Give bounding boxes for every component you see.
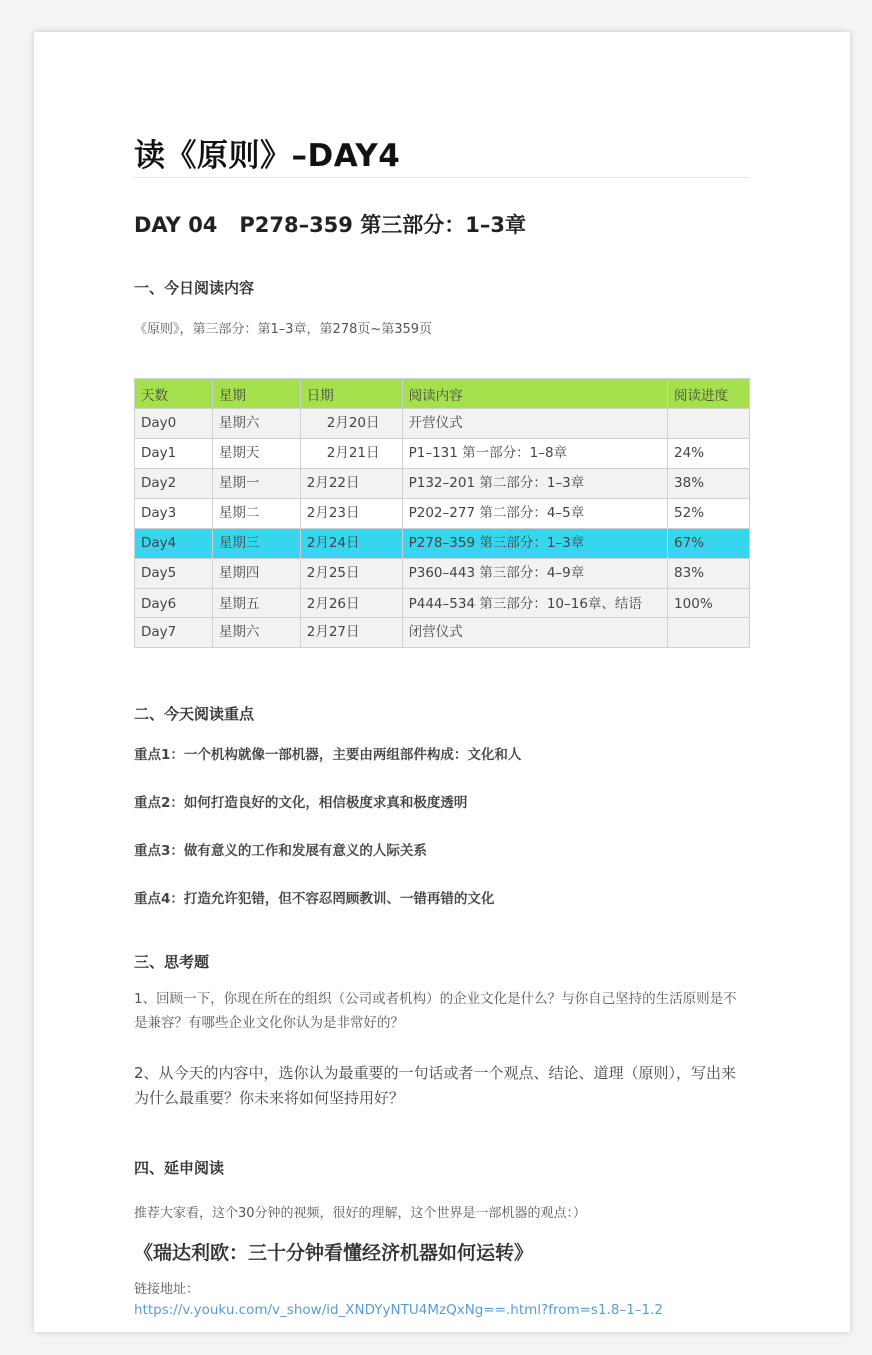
cell-weekday: 星期一 (212, 469, 300, 499)
cell-date: 2月27日 (300, 618, 402, 648)
cell-content: P360–443 第三部分：4–9章 (402, 559, 667, 589)
schedule-table (134, 378, 750, 648)
cell-weekday: 星期五 (212, 589, 300, 618)
cell-content: P132–201 第二部分：1–3章 (402, 469, 667, 499)
question-2: 2、从今天的内容中，选你认为最重要的一句话或者一个观点、结论、道理（原则），写出来为什么最重要？你未来将如何坚持用好？ (134, 1064, 737, 1107)
cell-date: 2月22日 (300, 469, 402, 499)
day-subtitle: DAY 04 P278–359 第三部分：1–3章 (134, 213, 526, 237)
section4-heading: 四、延申阅读 (134, 1159, 225, 1177)
table-header-row (135, 379, 750, 409)
cell-date: 2月20日 (300, 409, 402, 439)
cell-date: 2月21日 (300, 439, 402, 469)
cell-content: P278–359 第三部分：1–3章 (402, 529, 667, 559)
cell-date: 2月24日 (300, 529, 402, 559)
document-page (34, 32, 850, 1332)
cell-day: Day4 (135, 529, 213, 559)
cell-day: Day0 (135, 409, 213, 439)
section3-heading: 三、思考题 (134, 953, 210, 971)
table-row (135, 499, 750, 529)
cell-date: 2月23日 (300, 499, 402, 529)
cell-weekday: 星期四 (212, 559, 300, 589)
key-point-2: 重点2：如何打造良好的文化，相信极度求真和极度透明 (134, 795, 468, 811)
cell-progress: 83% (668, 559, 750, 589)
cell-date: 2月25日 (300, 559, 402, 589)
cell-weekday: 星期六 (212, 409, 300, 439)
key-point-1: 重点1：一个机构就像一部机器，主要由两组部件构成：文化和人 (134, 747, 522, 763)
table-row (135, 589, 750, 618)
section1-text: 《原则》，第三部分：第1–3章，第278页~第359页 (134, 322, 433, 337)
cell-progress: 24% (668, 439, 750, 469)
key-point-4: 重点4：打造允许犯错，但不容忍罔顾教训、一错再错的文化 (134, 891, 495, 907)
section1-heading: 一、今日阅读内容 (134, 279, 255, 297)
header-content: 阅读内容 (402, 379, 667, 409)
section4-text: 推荐大家看，这个30分钟的视频，很好的理解，这个世界是一部机器的观点：） (134, 1206, 587, 1221)
cell-day: Day1 (135, 439, 213, 469)
section2-heading: 二、今天阅读重点 (134, 705, 255, 723)
cell-day: Day7 (135, 618, 213, 648)
table-row-highlighted (135, 529, 750, 559)
cell-progress (668, 618, 750, 648)
cell-content: 闭营仪式 (402, 618, 667, 648)
header-day: 天数 (135, 379, 213, 409)
cell-day: Day5 (135, 559, 213, 589)
header-progress: 阅读进度 (668, 379, 750, 409)
title-divider (134, 177, 750, 178)
key-point-3: 重点3：做有意义的工作和发展有意义的人际关系 (134, 843, 427, 859)
header-weekday: 星期 (212, 379, 300, 409)
cell-progress (668, 409, 750, 439)
cell-date: 2月26日 (300, 589, 402, 618)
video-title: 《瑞达利欧：三十分钟看懂经济机器如何运转》 (134, 1242, 534, 1264)
video-link[interactable]: https://v.youku.com/v_show/id_XNDYyNTU4MzQxNg==.html?from=s1.8–1–1.2 (134, 1302, 663, 1318)
cell-content: P202–277 第二部分：4–5章 (402, 499, 667, 529)
cell-weekday: 星期三 (212, 529, 300, 559)
cell-day: Day3 (135, 499, 213, 529)
table-row (135, 409, 750, 439)
cell-weekday: 星期二 (212, 499, 300, 529)
cell-day: Day2 (135, 469, 213, 499)
cell-progress: 38% (668, 469, 750, 499)
table-row (135, 559, 750, 589)
cell-weekday: 星期六 (212, 618, 300, 648)
header-date: 日期 (300, 379, 402, 409)
cell-weekday: 星期天 (212, 439, 300, 469)
cell-content: P444–534 第三部分：10–16章、结语 (402, 589, 667, 618)
cell-content: P1–131 第一部分：1–8章 (402, 439, 667, 469)
table-row (135, 439, 750, 469)
cell-progress: 100% (668, 589, 750, 618)
link-label: 链接地址： (134, 1282, 200, 1297)
cell-content: 开营仪式 (402, 409, 667, 439)
table-row (135, 469, 750, 499)
cell-progress: 52% (668, 499, 750, 529)
cell-day: Day6 (135, 589, 213, 618)
cell-progress: 67% (668, 529, 750, 559)
question-1: 1、回顾一下，你现在所在的组织（公司或者机构）的企业文化是什么？与你自己坚持的生活原则是不是兼容？有哪些企业文化你认为是非常好的？ (134, 991, 737, 1031)
page-title: 读《原则》–DAY4 (134, 138, 401, 174)
table-row (135, 618, 750, 648)
